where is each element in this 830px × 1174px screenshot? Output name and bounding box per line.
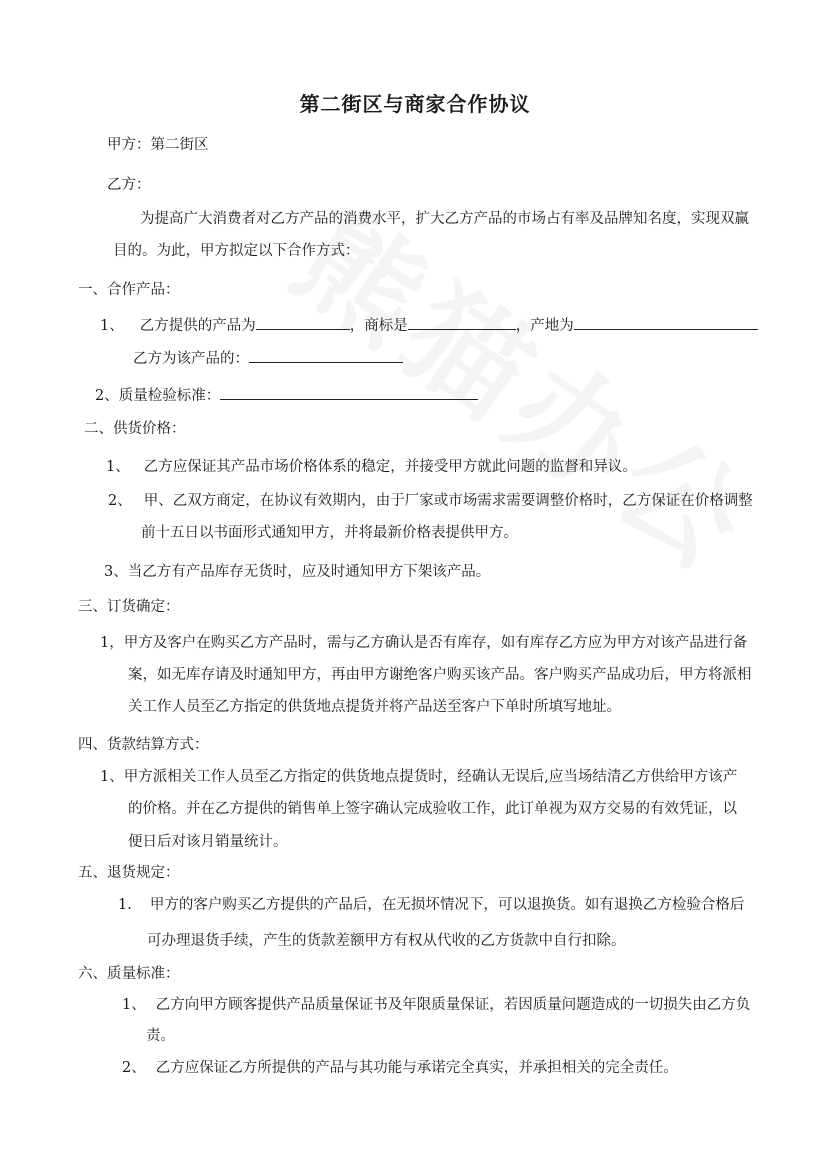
s2-item1-row	[106, 457, 637, 477]
s4-line-1: 1、甲方派相关工作人员至乙方指定的供货地点提货时，经确认无误后,应当场结清乙方供给甲方该产	[100, 769, 738, 785]
s1-item2-label: 2、质量检验标准：	[95, 388, 221, 404]
s6-item2-text: 乙方应保证乙方所提供的产品与其功能与承诺完全真实，并承担相关的完全责任。	[155, 1060, 678, 1076]
section-5-heading: 五、退货规定：	[78, 865, 180, 881]
section-2-heading: 二、供货价格：	[84, 421, 186, 437]
s6-item1-row	[122, 995, 750, 1015]
brand-blank	[408, 314, 516, 330]
s2-item2-number: 2、	[108, 493, 132, 509]
section-4-heading: 四、货款结算方式：	[78, 737, 209, 753]
s1-item1-number: 1、	[100, 318, 124, 334]
section-1-heading: 一、合作产品：	[78, 282, 180, 298]
s2-item2-line-1: 甲、乙双方商定，在协议有效期内，由于厂家或市场需求需要调整价格时，乙方保证在价格调整	[143, 493, 753, 509]
s6-item1-number: 1、	[122, 997, 146, 1013]
s6-item2-row	[122, 1058, 678, 1078]
quality-standard-blank	[220, 384, 478, 400]
role-blank	[249, 347, 403, 363]
s2-item1-number: 1、	[106, 459, 130, 475]
party-a: 甲方：第二街区	[107, 137, 209, 153]
s5-line-1: 甲方的客户购买乙方提供的产品后，在无损坏情况下，可以退换货。如有退换乙方检验合格后	[149, 897, 745, 913]
s5-line-1-row	[118, 895, 744, 915]
s6-item1-line-1: 乙方向甲方顾客提供产品质量保证书及年限质量保证，若因质量问题造成的一切损失由乙方负	[155, 997, 751, 1013]
s1-item1-row	[100, 314, 758, 336]
s4-line-3: 便日后对该月销量统计。	[128, 834, 288, 850]
origin-blank	[574, 314, 758, 330]
s6-item2-number: 2、	[122, 1060, 146, 1076]
document-title: 第二街区与商家合作协议	[299, 92, 531, 116]
s2-item2-line-2: 前十五日以书面形式通知甲方，并将最新价格表提供甲方。	[141, 525, 518, 541]
section-6-heading: 六、质量标准：	[78, 966, 180, 982]
s1-item1-line-2	[133, 347, 403, 369]
s5-number: 1.	[118, 897, 132, 913]
s1-item1-role-label: 乙方为该产品的：	[133, 351, 249, 367]
intro-line-1: 为提高广大消费者对乙方产品的消费水平，扩大乙方产品的市场占有率及品牌知名度，实现双赢	[140, 211, 749, 227]
intro-line-2: 目的。为此，甲方拟定以下合作方式：	[113, 243, 360, 259]
product-blank	[256, 314, 350, 330]
s3-line-1: 1，甲方及客户在购买乙方产品时，需与乙方确认是否有库存，如有库存乙方应为甲方对该产品进行备	[100, 635, 748, 651]
s1-item2-row	[95, 384, 478, 406]
s3-line-3: 关工作人员至乙方指定的供货地点提货并将产品送至客户下单时所填写地址。	[128, 699, 621, 715]
s4-line-2: 的价格。并在乙方提供的销售单上签字确认完成验收工作，此订单视为双方交易的有效凭证，以	[128, 801, 737, 817]
s1-item1-brand-label: ，商标是	[349, 318, 408, 334]
s3-line-2: 案，如无库存请及时通知甲方，再由甲方谢绝客户购买该产品。客户购买产品成功后，甲方将派相	[128, 667, 752, 683]
section-3-heading: 三、订货确定：	[78, 599, 180, 615]
s5-line-2: 可办理退货手续，产生的货款差额甲方有权从代收的乙方货款中自行扣除。	[147, 933, 626, 949]
s2-item2-row	[108, 491, 753, 511]
s2-item1-text: 乙方应保证其产品市场价格体系的稳定，并接受甲方就此问题的监督和异议。	[143, 459, 637, 475]
s1-item1-origin-label: ，产地为	[515, 318, 574, 334]
party-b: 乙方：	[107, 177, 151, 193]
s6-item1-line-2: 责。	[146, 1028, 175, 1044]
s2-item3: 3、当乙方有产品库存无货时，应及时通知甲方下架该产品。	[104, 564, 491, 580]
s1-item1-product-label: 乙方提供的产品为	[139, 318, 256, 334]
